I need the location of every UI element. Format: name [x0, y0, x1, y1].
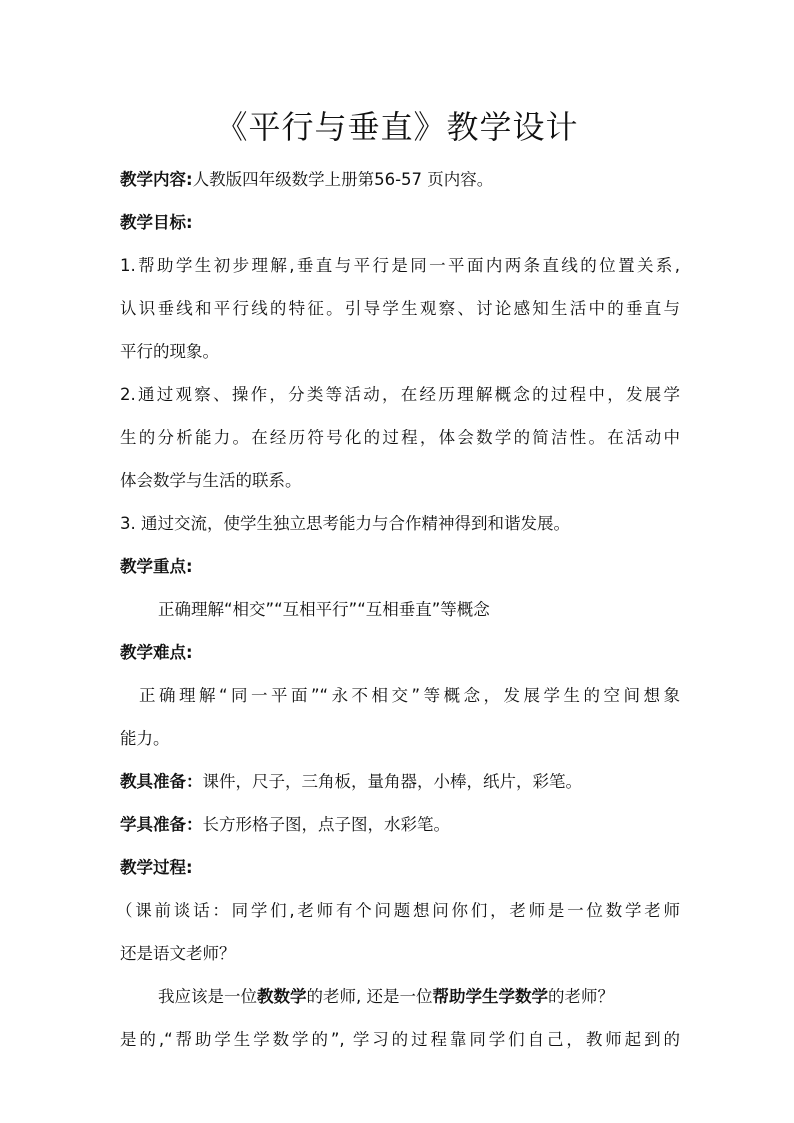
process-text: 的老师？ — [548, 987, 614, 1006]
process-paragraph — [158, 985, 680, 1009]
objectives-label: 教学目标: — [120, 213, 193, 232]
document-title: 《平行与垂直》教学设计 — [215, 108, 579, 146]
process-emphasis: 帮助学生学数学 — [432, 987, 548, 1006]
key-points-text: 正确理解“相交”“互相平行”“互相垂直”等概念 — [158, 600, 490, 619]
process-line: 是的,“帮助学生学数学的”, 学习的过程靠同学们自己，教师起到的 — [120, 1030, 680, 1049]
objective-line: 2.通过观察、操作，分类等活动，在经历理解概念的过程中，发展学 — [120, 385, 680, 404]
teacher-tools-label: 教具准备： — [120, 772, 203, 791]
process-text: 的老师, 还是一位 — [306, 987, 433, 1006]
objective-line: 平行的现象。 — [120, 342, 219, 361]
teacher-tools-line — [120, 770, 680, 794]
objective-line: 3. 通过交流，使学生独立思考能力与合作精神得到和谐发展。 — [120, 514, 570, 533]
process-emphasis: 教数学 — [257, 987, 307, 1006]
objective-line: 体会数学与生活的联系。 — [120, 471, 302, 490]
difficulties-line: 能力。 — [120, 729, 170, 748]
content-line — [120, 168, 680, 192]
objective-line: 生的分析能力。在经历符号化的过程，体会数学的简洁性。在活动中 — [120, 428, 680, 447]
teacher-tools-text: 课件，尺子，三角板，量角器，小棒，纸片，彩笔。 — [202, 772, 582, 791]
objective-line: 1.帮助学生初步理解,垂直与平行是同一平面内两条直线的位置关系, — [120, 256, 680, 275]
process-line: 还是语文老师？ — [120, 944, 236, 963]
difficulties-label: 教学难点: — [120, 643, 193, 662]
student-tools-label: 学具准备： — [120, 815, 203, 834]
process-text: 我应该是一位 — [158, 987, 257, 1006]
difficulties-line: 正确理解“同一平面”“永不相交”等概念，发展学生的空间想象 — [139, 686, 680, 705]
content-text: 人教版四年级数学上册第56-57 页内容。 — [192, 170, 494, 189]
objective-line: 认识垂线和平行线的特征。引导学生观察、讨论感知生活中的垂直与 — [120, 299, 680, 318]
process-line: （课前谈话：同学们,老师有个问题想问你们，老师是一位数学老师 — [116, 901, 680, 920]
student-tools-line — [120, 813, 680, 837]
process-label: 教学过程: — [120, 858, 193, 877]
student-tools-text: 长方形格子图，点子图，水彩笔。 — [202, 815, 450, 834]
key-points-label: 教学重点: — [120, 557, 193, 576]
content-label: 教学内容: — [120, 170, 193, 189]
